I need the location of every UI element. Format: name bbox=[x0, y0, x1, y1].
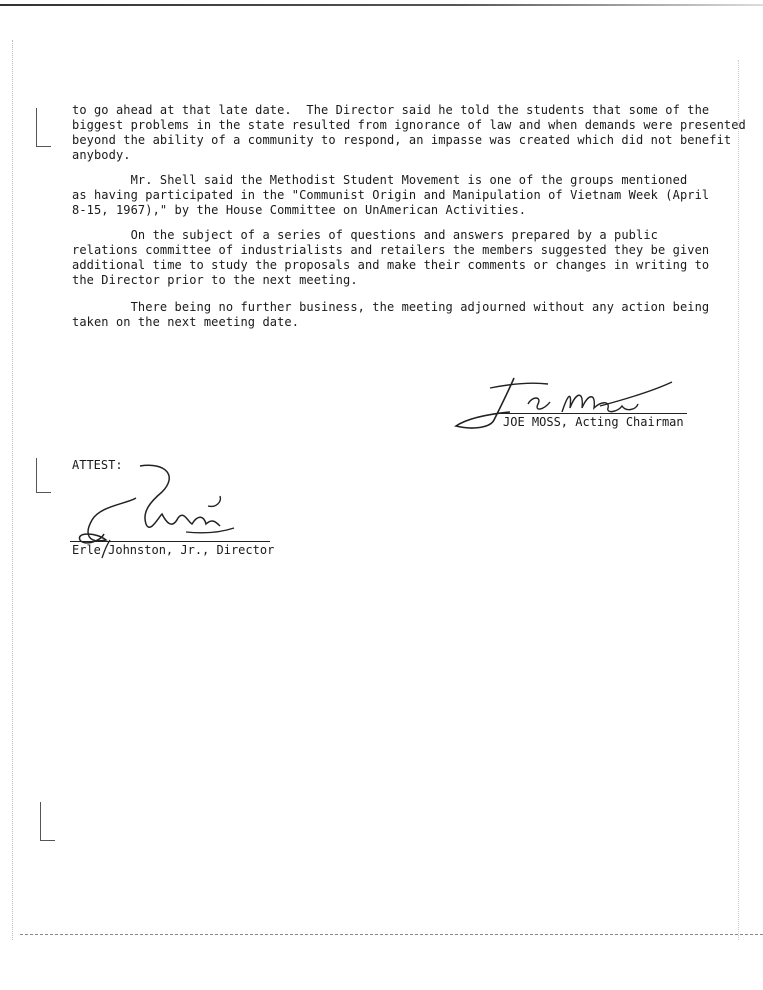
text-line: beyond the ability of a community to respond, an impasse was created which did not benefit bbox=[72, 133, 732, 147]
director-name-title: Erle Johnston, Jr., Director bbox=[72, 543, 275, 557]
director-signature-line bbox=[70, 541, 270, 542]
bottom-edge-rule bbox=[20, 934, 763, 935]
text-line: Mr. Shell said the Methodist Student Movement is one of the groups mentioned bbox=[72, 173, 688, 187]
text-line: relations committee of industrialists and retailers the members suggested they be given bbox=[72, 243, 710, 257]
text-line: additional time to study the proposals and make their comments or changes in writing to bbox=[72, 258, 710, 272]
paragraph-questions-answers bbox=[72, 228, 709, 288]
binding-mark bbox=[36, 458, 51, 493]
top-edge-rule bbox=[0, 4, 763, 6]
right-margin-artifact bbox=[738, 60, 740, 940]
text-line: taken on the next meeting date. bbox=[72, 315, 300, 329]
text-line: biggest problems in the state resulted from ignorance of law and when demands were presented bbox=[72, 118, 746, 132]
text-line: as having participated in the "Communist Origin and Manipulation of Vietnam Week (April bbox=[72, 188, 710, 202]
paragraph-methodist-movement bbox=[72, 173, 709, 218]
chairman-name-title: JOE MOSS, Acting Chairman bbox=[503, 415, 684, 429]
attest-label: ATTEST: bbox=[72, 458, 123, 472]
text-line: There being no further business, the meeting adjourned without any action being bbox=[72, 300, 710, 314]
text-line: 8-15, 1967)," by the House Committee on UnAmerican Activities. bbox=[72, 203, 527, 217]
text-line: the Director prior to the next meeting. bbox=[72, 273, 358, 287]
text-line: anybody. bbox=[72, 148, 131, 162]
text-line: On the subject of a series of questions and answers prepared by a public bbox=[72, 228, 658, 242]
text-line: to go ahead at that late date. The Director said he told the students that some of the bbox=[72, 103, 710, 117]
binding-mark bbox=[36, 108, 51, 147]
chairman-signature-line bbox=[497, 413, 687, 414]
paragraph-impasse bbox=[72, 103, 746, 163]
left-margin-artifact bbox=[12, 40, 14, 940]
paragraph-adjournment bbox=[72, 300, 709, 330]
binding-mark bbox=[40, 802, 55, 841]
